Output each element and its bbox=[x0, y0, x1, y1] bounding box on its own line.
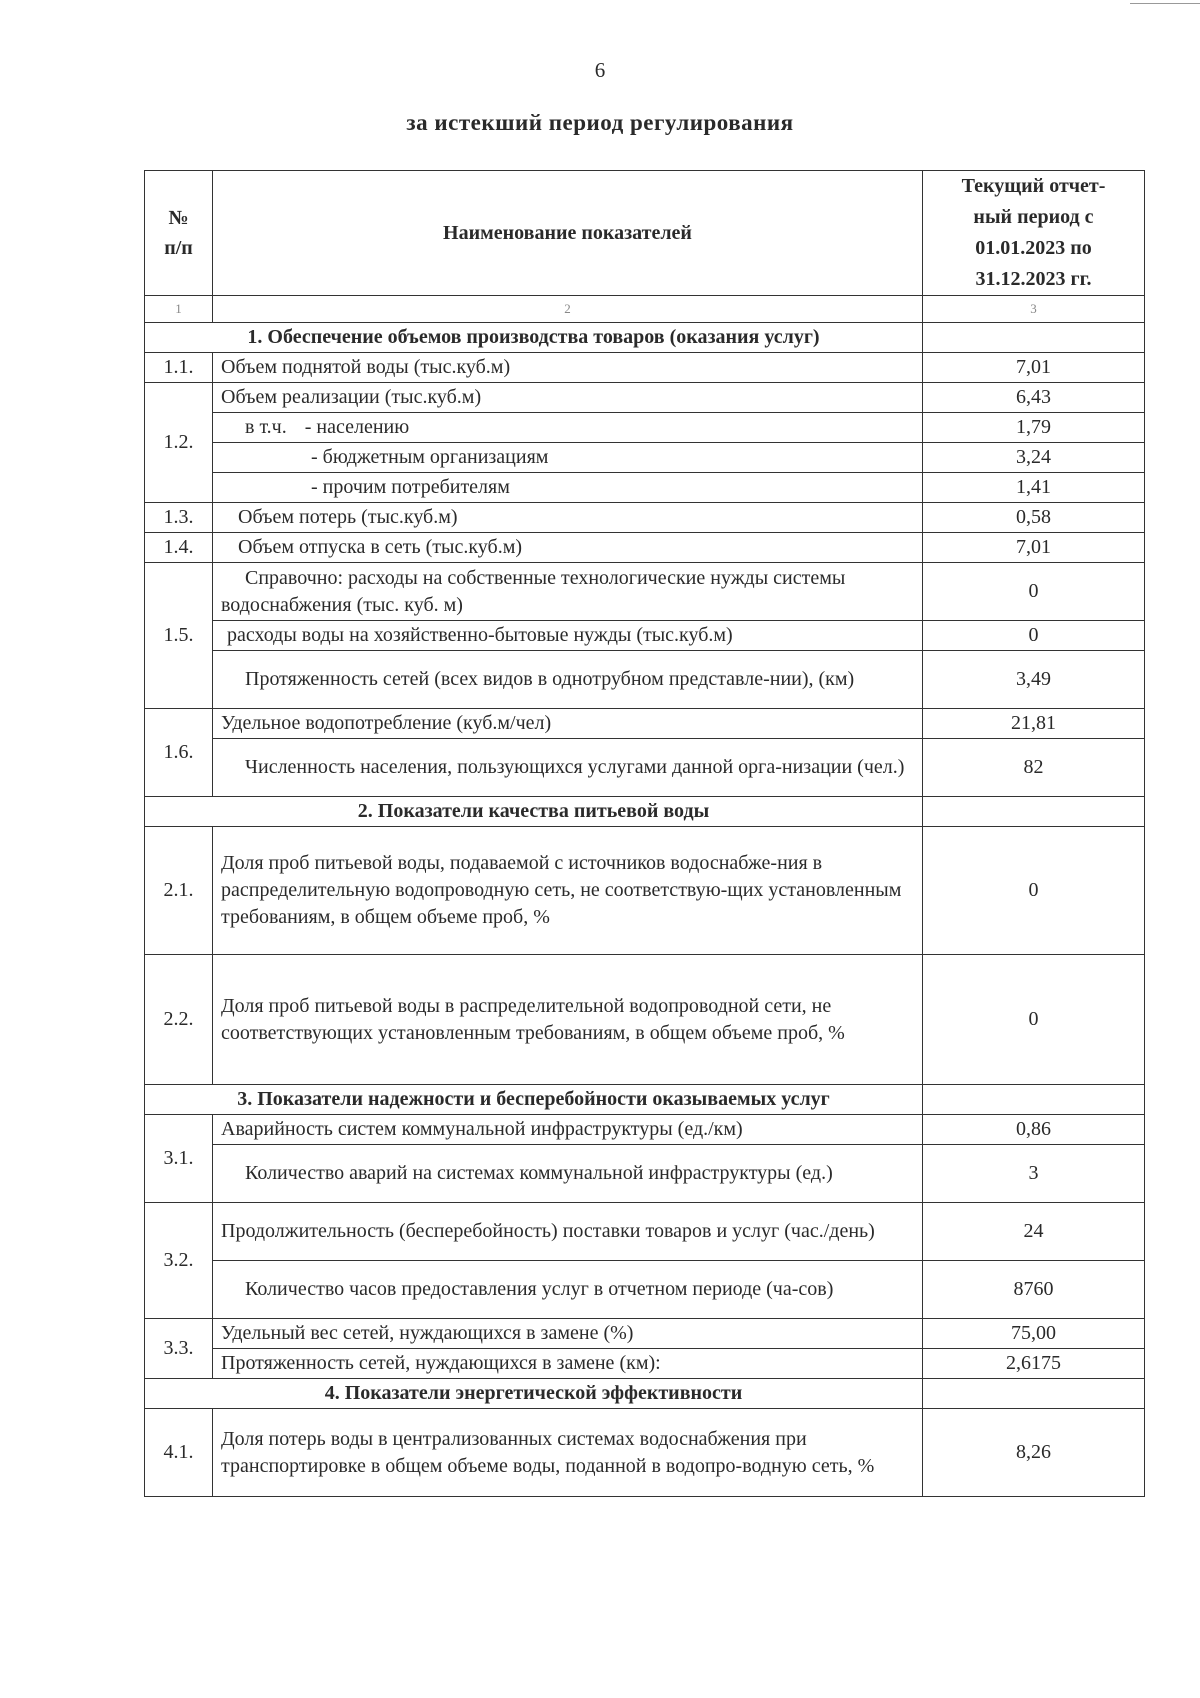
row-value: 7,01 bbox=[923, 353, 1145, 383]
row-name: Объем потерь (тыс.куб.м) bbox=[213, 503, 923, 533]
page-title: за истекший период регулирования bbox=[406, 110, 794, 135]
row-value: 0 bbox=[923, 621, 1145, 651]
row-name: Количество аварий на системах коммунальной инфраструктуры (ед.) bbox=[213, 1145, 923, 1203]
column-number-row bbox=[145, 296, 1145, 323]
section-row bbox=[145, 1379, 1145, 1409]
table-row bbox=[145, 413, 1145, 443]
row-name: расходы воды на хозяйственно-бытовые нужды (тыс.куб.м) bbox=[213, 621, 923, 651]
section-title: 1. Обеспечение объемов производства товаров (оказания услуг) bbox=[145, 323, 923, 353]
header-num: № п/п bbox=[145, 171, 213, 296]
row-value: 21,81 bbox=[923, 709, 1145, 739]
row-value: 2,6175 bbox=[923, 1349, 1145, 1379]
row-name: Протяженность сетей (всех видов в однотрубном представле-нии), (км) bbox=[213, 651, 923, 709]
row-name: Протяженность сетей, нуждающихся в замене (км): bbox=[213, 1349, 923, 1379]
row-name bbox=[213, 413, 923, 443]
row-name: Количество часов предоставления услуг в отчетном периоде (ча-сов) bbox=[213, 1261, 923, 1319]
empty-cell bbox=[923, 1379, 1145, 1409]
row-value: 0 bbox=[923, 563, 1145, 621]
row-name: Численность населения, пользующихся услугами данной орга-низации (чел.) bbox=[213, 739, 923, 797]
row-name: Доля проб питьевой воды в распределительной водопроводной сети, не соответствующих установленным требованиям, в общем объеме проб, % bbox=[213, 955, 923, 1085]
row-number: 3.1. bbox=[145, 1115, 213, 1203]
table-row bbox=[145, 533, 1145, 563]
row-name: Доля проб питьевой воды, подаваемой с источников водоснабже-ния в распределительную водопроводную сеть, не соответствую-щих установленным требованиям, в общем объеме проб, % bbox=[213, 827, 923, 955]
header-period: Текущий отчет- ный период с 01.01.2023 по 31.12.2023 гг. bbox=[923, 171, 1145, 296]
empty-cell bbox=[923, 1085, 1145, 1115]
section-row bbox=[145, 797, 1145, 827]
row-name: Объем поднятой воды (тыс.куб.м) bbox=[213, 353, 923, 383]
row-number: 1.3. bbox=[145, 503, 213, 533]
row-number: 1.6. bbox=[145, 709, 213, 797]
row-name: Удельный вес сетей, нуждающихся в замене (%) bbox=[213, 1319, 923, 1349]
page-number: 6 bbox=[594, 58, 606, 82]
section-row bbox=[145, 323, 1145, 353]
table-row bbox=[145, 1203, 1145, 1261]
row-value: 1,41 bbox=[923, 473, 1145, 503]
row-number: 2.1. bbox=[145, 827, 213, 955]
section-title: 2. Показатели качества питьевой воды bbox=[145, 797, 923, 827]
table-row bbox=[145, 621, 1145, 651]
column-number: 2 bbox=[213, 296, 923, 323]
header-row bbox=[145, 171, 1145, 296]
row-number: 1.4. bbox=[145, 533, 213, 563]
row-value: 1,79 bbox=[923, 413, 1145, 443]
table-row bbox=[145, 383, 1145, 413]
table-row bbox=[145, 955, 1145, 1085]
row-value: 24 bbox=[923, 1203, 1145, 1261]
table-row bbox=[145, 1319, 1145, 1349]
table-row bbox=[145, 473, 1145, 503]
row-prefix: в т.ч. bbox=[245, 416, 287, 438]
row-number: 3.2. bbox=[145, 1203, 213, 1319]
row-value: 3 bbox=[923, 1145, 1145, 1203]
row-value: 0,58 bbox=[923, 503, 1145, 533]
row-name: - прочим потребителям bbox=[213, 473, 923, 503]
row-number: 4.1. bbox=[145, 1409, 213, 1497]
column-number: 1 bbox=[145, 296, 213, 323]
row-name: Доля потерь воды в централизованных системах водоснабжения при транспортировке в общем объеме воды, поданной в водопро-водную сеть, % bbox=[213, 1409, 923, 1497]
row-name: Объем отпуска в сеть (тыс.куб.м) bbox=[213, 533, 923, 563]
table-row bbox=[145, 563, 1145, 621]
report-table bbox=[144, 170, 1145, 1497]
table-row bbox=[145, 709, 1145, 739]
header-name: Наименование показателей bbox=[213, 171, 923, 296]
row-value: 0 bbox=[923, 827, 1145, 955]
row-number: 1.5. bbox=[145, 563, 213, 709]
row-name: - бюджетным организациям bbox=[213, 443, 923, 473]
row-number: 1.1. bbox=[145, 353, 213, 383]
table-row bbox=[145, 503, 1145, 533]
row-value: 3,24 bbox=[923, 443, 1145, 473]
column-number: 3 bbox=[923, 296, 1145, 323]
table-row bbox=[145, 353, 1145, 383]
row-number: 1.2. bbox=[145, 383, 213, 503]
table-row bbox=[145, 739, 1145, 797]
table-row bbox=[145, 443, 1145, 473]
table-row bbox=[145, 1349, 1145, 1379]
row-value: 0,86 bbox=[923, 1115, 1145, 1145]
row-name: Продолжительность (бесперебойность) поставки товаров и услуг (час./день) bbox=[213, 1203, 923, 1261]
row-value: 82 bbox=[923, 739, 1145, 797]
table-row bbox=[145, 827, 1145, 955]
row-number: 2.2. bbox=[145, 955, 213, 1085]
row-name: Аварийность систем коммунальной инфраструктуры (ед./км) bbox=[213, 1115, 923, 1145]
table-row bbox=[145, 1261, 1145, 1319]
row-number: 3.3. bbox=[145, 1319, 213, 1379]
row-name: Удельное водопотребление (куб.м/чел) bbox=[213, 709, 923, 739]
section-title: 4. Показатели энергетической эффективности bbox=[145, 1379, 923, 1409]
row-value: 75,00 bbox=[923, 1319, 1145, 1349]
row-value: 0 bbox=[923, 955, 1145, 1085]
row-value: 8,26 bbox=[923, 1409, 1145, 1497]
table-row bbox=[145, 1115, 1145, 1145]
empty-cell bbox=[923, 323, 1145, 353]
row-value: 7,01 bbox=[923, 533, 1145, 563]
row-value: 6,43 bbox=[923, 383, 1145, 413]
row-subname: - населению bbox=[304, 416, 410, 438]
table-row bbox=[145, 651, 1145, 709]
table-row bbox=[145, 1409, 1145, 1497]
section-row bbox=[145, 1085, 1145, 1115]
row-name: Справочно: расходы на собственные технологические нужды системы водоснабжения (тыс. куб. м) bbox=[213, 563, 923, 621]
section-title: 3. Показатели надежности и бесперебойности оказываемых услуг bbox=[145, 1085, 923, 1115]
row-value: 8760 bbox=[923, 1261, 1145, 1319]
row-name: Объем реализации (тыс.куб.м) bbox=[213, 383, 923, 413]
empty-cell bbox=[923, 797, 1145, 827]
table-row bbox=[145, 1145, 1145, 1203]
corner-mark bbox=[1130, 0, 1200, 4]
row-value: 3,49 bbox=[923, 651, 1145, 709]
